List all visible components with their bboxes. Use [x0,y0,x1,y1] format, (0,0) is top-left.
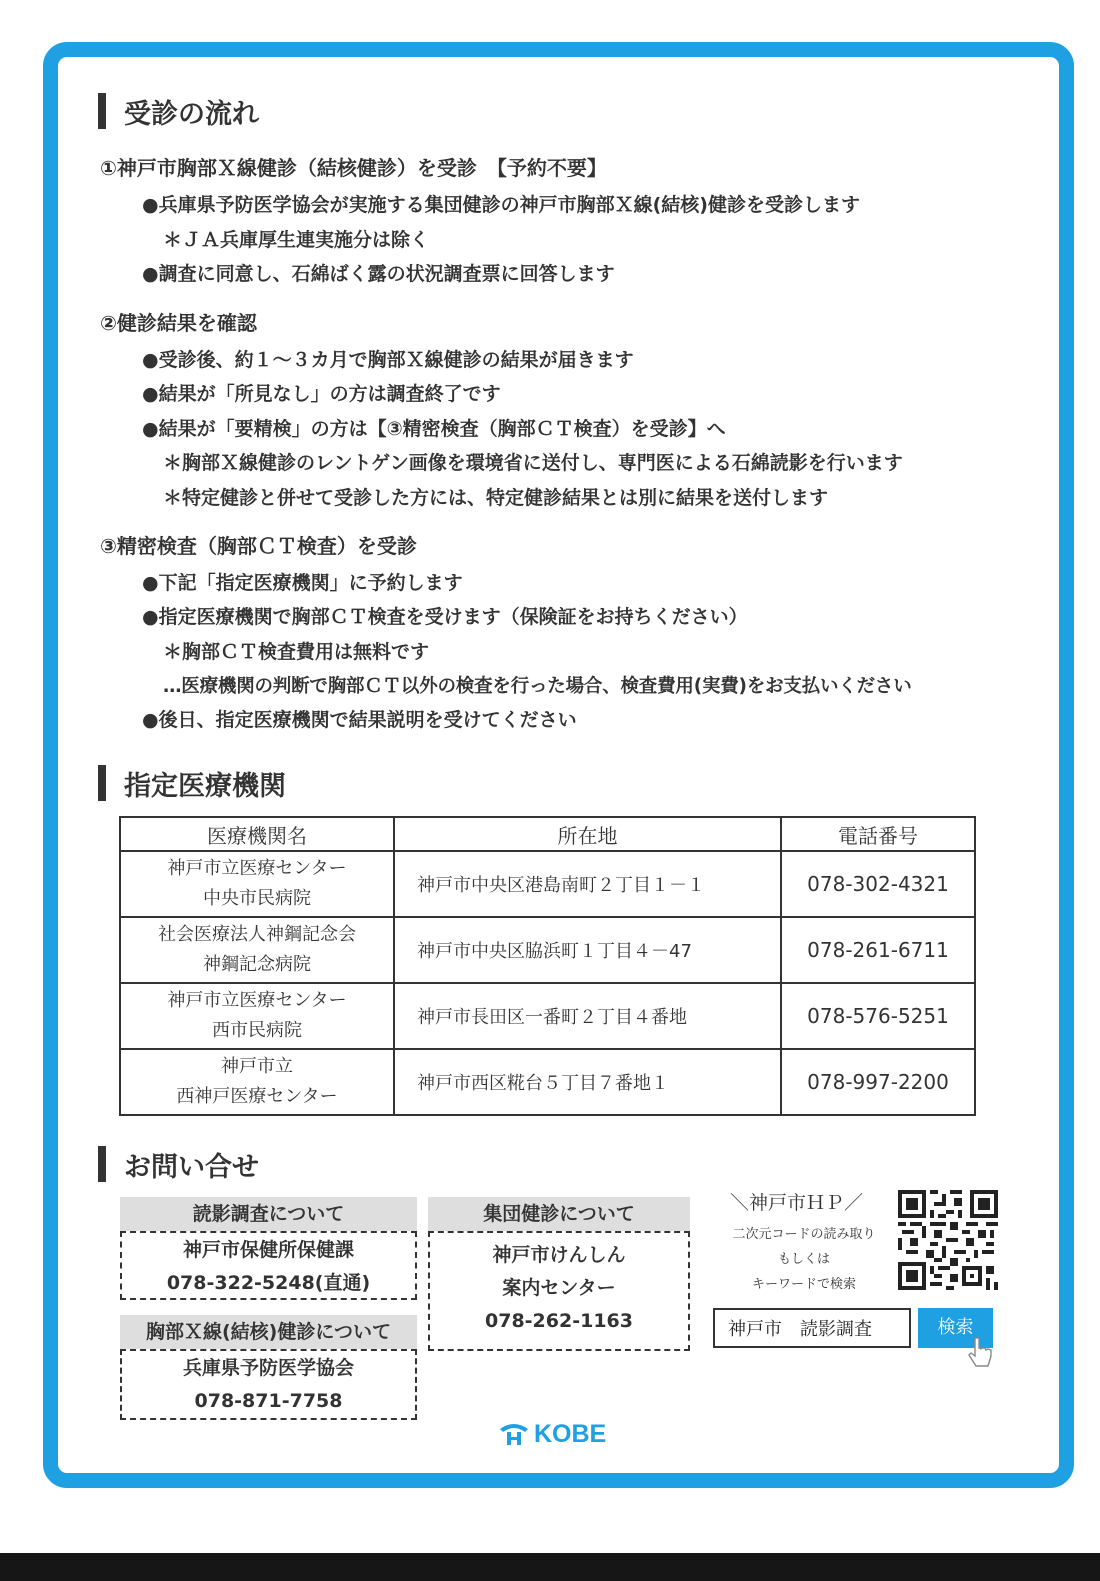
step3-note: …医療機関の判断で胸部ＣＴ以外の検査を行った場合、検査費用(実費)をお支払いください [163,676,912,697]
step3-item: ●指定医療機関で胸部ＣＴ検査を受けます（保険証をお持ちください） [142,606,748,628]
heading-text: お問い合せ [124,1151,259,1183]
name-line: 神鋼記念病院 [203,954,311,975]
contact-header: 集団健診について [428,1197,690,1231]
pointer-cursor-icon [966,1336,996,1370]
system-bottom-bar [0,1553,1100,1581]
table-row [120,1049,975,1115]
column-header: 所在地 [394,817,781,851]
name-line: 西神戸医療センター [176,1086,338,1107]
contact-reading [120,1197,417,1300]
institution-address: 神戸市長田区一番町２丁目４番地 [394,983,781,1049]
contact-org: 神戸市保健所保健課 [182,1239,354,1261]
institution-address: 神戸市中央区港島南町２丁目１－１ [394,851,781,917]
table-row [120,983,975,1049]
contact-org: 神戸市けんしん [492,1244,626,1266]
step1-title: ①神戸市胸部Ｘ線健診（結核健診）を受診 【予約不要】 [100,156,607,180]
section-heading-institutions [98,765,286,801]
table-header-row [120,817,975,851]
hp-title: ＼神戸市ＨＰ／ [730,1192,864,1214]
institution-name [120,917,394,983]
search-input[interactable]: 神戸市 読影調査 [713,1308,911,1348]
step2-item: ●受診後、約１～３カ月で胸部Ｘ線健診の結果が届きます [142,349,634,371]
step3-title: ③精密検査（胸部ＣＴ検査）を受診 [100,534,417,558]
hp-description [718,1222,890,1297]
hp-desc-line: キーワードで検索 [751,1277,856,1292]
institution-tel: 078-997-2200 [781,1049,975,1115]
institution-address: 神戸市西区糀台５丁目７番地１ [394,1049,781,1115]
heading-bar [98,765,106,801]
qr-code-icon[interactable] [898,1190,998,1290]
contact-tel: 078-262-1163 [485,1310,633,1332]
institution-tel: 078-261-6711 [781,917,975,983]
step3-note: ＊胸部ＣＴ検査費用は無料です [163,641,430,663]
name-line: 社会医療法人神鋼記念会 [158,924,356,945]
name-line: 神戸市立 [221,1056,293,1077]
name-line: 神戸市立医療センター [167,990,347,1011]
institution-address: 神戸市中央区脇浜町１丁目４－47 [394,917,781,983]
kobe-mark-icon [498,1421,530,1447]
step3-item: ●下記「指定医療機関」に予約します [142,572,463,594]
contact-tel: 078-322-5248(直通) [166,1272,371,1294]
contact-group [428,1197,690,1351]
institution-tel: 078-576-5251 [781,983,975,1049]
contact-xray [120,1315,417,1420]
step2-title: ②健診結果を確認 [100,311,257,335]
contact-org: 案内センター [502,1277,616,1299]
column-header: 医療機関名 [120,817,394,851]
section-heading-flow [98,93,259,129]
contact-body [428,1231,690,1351]
step1-note: ＊ＪＡ兵庫厚生連実施分は除く [163,229,430,251]
name-line: 中央市民病院 [203,888,311,909]
step3-item: ●後日、指定医療機関で結果説明を受けてください [142,709,577,731]
institution-tel: 078-302-4321 [781,851,975,917]
heading-text: 受診の流れ [124,98,259,130]
step2-item: ●結果が「要精検」の方は【③精密検査（胸部ＣＴ検査）を受診】へ [142,418,726,440]
contact-tel: 078-871-7758 [194,1390,343,1412]
kobe-logo [498,1418,606,1450]
search-button[interactable]: 検索 [918,1308,993,1348]
column-header: 電話番号 [781,817,975,851]
hp-desc-line: もしくは [777,1252,830,1267]
step2-item: ●結果が「所見なし」の方は調査終了です [142,383,501,405]
heading-bar [98,93,106,129]
heading-bar [98,1146,106,1182]
hp-desc-line: 二次元コードの読み取り [732,1227,876,1242]
section-heading-contact [98,1146,259,1182]
contact-body [120,1231,417,1300]
contact-org: 兵庫県予防医学協会 [182,1357,354,1379]
contact-header: 胸部Ｘ線(結核)健診について [120,1315,417,1349]
step1-item: ●調査に同意し、石綿ばく露の状況調査票に回答します [142,263,615,285]
step2-note: ＊胸部Ｘ線健診のレントゲン画像を環境省に送付し、専門医による石綿読影を行います [163,452,903,474]
institutions-table [119,816,976,1116]
step1-item: ●兵庫県予防医学協会が実施する集団健診の神戸市胸部Ｘ線(結核)健診を受診します [142,194,860,216]
institution-name [120,851,394,917]
institution-name [120,1049,394,1115]
contact-body [120,1349,417,1420]
logo-text: KOBE [534,1419,607,1448]
step2-note: ＊特定健診と併せて受診した方には、特定健診結果とは別に結果を送付します [163,487,829,509]
institution-name [120,983,394,1049]
table-row [120,917,975,983]
name-line: 神戸市立医療センター [167,858,347,879]
contact-header: 読影調査について [120,1197,417,1231]
table-row [120,851,975,917]
heading-text: 指定医療機関 [124,770,286,802]
name-line: 西市民病院 [212,1020,302,1041]
